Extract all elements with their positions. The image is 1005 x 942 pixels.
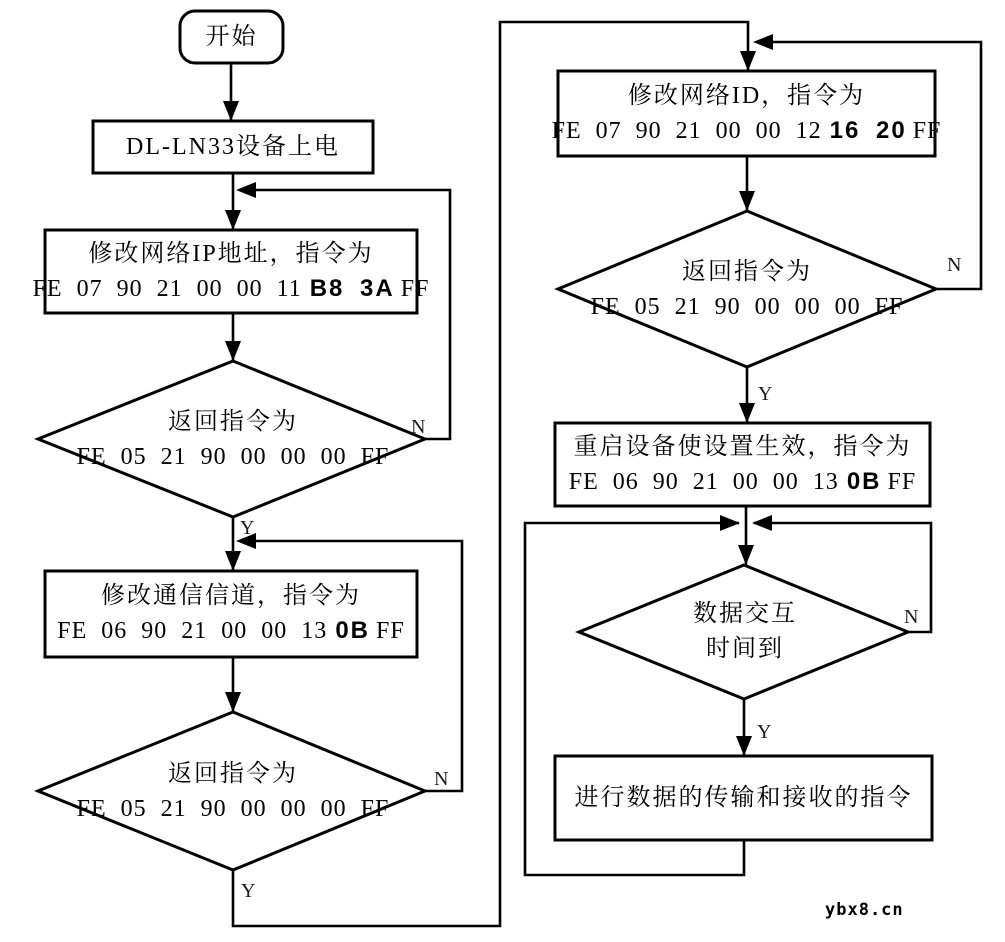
node-set-id <box>551 71 942 156</box>
set-id-title: 修改网络ID，指令为 <box>627 82 866 109</box>
node-set-channel <box>45 571 417 657</box>
arrowhead-merge-setid <box>753 34 773 50</box>
set-channel-title: 修改通信信道，指令为 <box>101 583 361 610</box>
power-on-label: DL-LN33设备上电 <box>126 133 340 160</box>
node-timer <box>595 595 895 669</box>
watermark: ybx8.cn <box>825 900 904 920</box>
check-ip-yes-label: Y <box>240 517 255 539</box>
check-id-command: FE 05 21 90 00 00 00 FF <box>590 294 904 320</box>
transfer-label: 进行数据的传输和接收的指令 <box>574 784 913 811</box>
timer-yes-label: Y <box>757 721 772 743</box>
check-channel-no-label: N <box>434 768 449 790</box>
node-check-ip <box>53 396 413 484</box>
arrowhead-merge-right <box>752 515 772 531</box>
node-transfer <box>555 756 932 840</box>
arrowhead-transfer <box>736 736 752 756</box>
arrowhead-merge-left <box>720 515 740 531</box>
arrowhead-checkchannel <box>225 692 241 712</box>
node-power-on <box>93 121 373 173</box>
start-label: 开始 <box>205 23 258 50</box>
arrowhead-checkid <box>739 191 755 211</box>
node-check-channel <box>53 748 413 836</box>
arrowhead-merge-setip <box>236 182 256 198</box>
restart-title: 重启设备使设置生效，指令为 <box>573 433 912 460</box>
check-id-yes-label: Y <box>758 383 773 405</box>
restart-command: FE 06 90 21 00 00 13 0B FF <box>568 467 917 495</box>
check-id-title: 返回指令为 <box>682 259 812 286</box>
timer-no-label: N <box>904 606 919 628</box>
set-channel-command: FE 06 90 21 00 00 13 0B FF <box>57 617 405 644</box>
check-id-no-label: N <box>947 254 962 276</box>
check-channel-yes-label: Y <box>241 880 256 902</box>
timer-line2: 时间到 <box>706 636 784 662</box>
arrowhead-setip <box>225 210 241 230</box>
check-channel-command: FE 05 21 90 00 00 00 FF <box>76 796 390 822</box>
check-ip-title: 返回指令为 <box>168 409 298 436</box>
check-ip-command: FE 05 21 90 00 00 00 FF <box>76 444 390 470</box>
node-set-ip <box>32 230 430 313</box>
check-ip-no-label: N <box>411 416 426 438</box>
arrowhead-setchannel <box>225 551 241 571</box>
arrowhead-setid <box>740 51 756 71</box>
set-ip-command: FE 07 90 21 00 00 11 B8 3A FF <box>32 274 430 302</box>
timer-line1: 数据交互 <box>693 601 797 628</box>
node-check-id <box>567 246 927 334</box>
set-id-command: FE 07 90 21 00 00 12 16 20 FF <box>551 116 942 144</box>
arrowhead-restart <box>739 403 755 423</box>
node-restart <box>555 423 930 506</box>
arrowhead-checkip <box>225 341 241 361</box>
node-start <box>180 11 283 63</box>
arrowhead-timer <box>738 545 754 565</box>
arrowhead-poweron <box>223 101 239 121</box>
check-channel-title: 返回指令为 <box>168 761 298 788</box>
set-ip-title: 修改网络IP地址，指令为 <box>88 240 374 267</box>
